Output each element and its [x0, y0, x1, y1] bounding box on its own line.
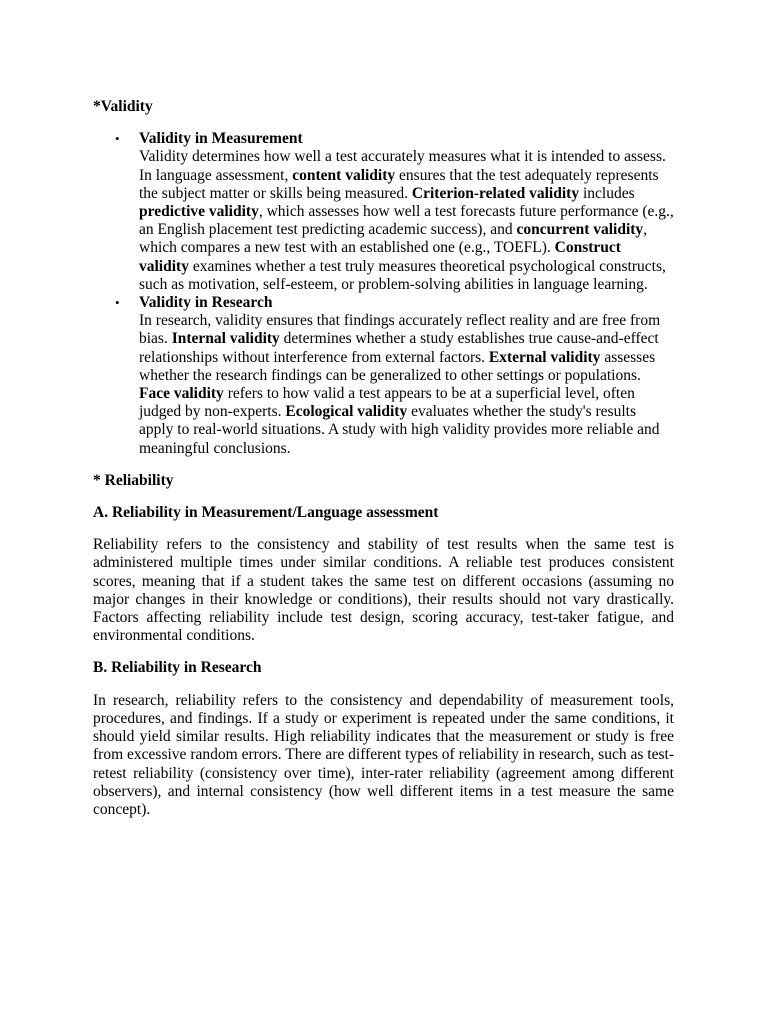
reliability-heading: * Reliability: [93, 471, 174, 489]
bold-term: Construct validity: [139, 239, 621, 275]
validity-heading: *Validity: [93, 98, 153, 115]
bold-term: concurrent validity: [516, 221, 644, 239]
bullet-icon: •: [115, 295, 120, 311]
section-a-paragraph: Reliability refers to the consistency and stability of test results when the same test is administered multiple times under similar conditions. A reliable test produces consistent scores, meaning that if a student takes the same test on different occasions (assuming no major changes in their knowledge or conditions), their results should not vary drastically. Factors affecting reliability include test design, scoring accuracy, test-taker fatigue, and environmental conditions.: [93, 536, 674, 645]
list-item-body: Validity determines how well a test accurately measures what it is intended to assess. In language assessment, content validity ensures that the test adequately represents the subject matter or skills being measured. Criterion-related validity includes predictive validity, which assesses how well a test forecasts future performance (e.g., an English placement test predicting academic success), and concurrent validity, which compares a new test with an established one (e.g., TOEFL). Construct validity examines whether a test truly measures theoretical psychological constructs, such as motivation, self-esteem, or problem-solving abilities in language learning.: [139, 148, 674, 293]
section-b-paragraph: In research, reliability refers to the consistency and dependability of measurement tools, procedures, and findings. If a study or experiment is repeated under the same conditions, it should yield similar results. High reliability indicates that the measurement or study is free from excessive random errors. There are different types of reliability in research, such as test-retest reliability (consistency over time), inter-rater reliability (agreement among different observers), and internal consistency (how well different items in a test measure the same concept).: [93, 691, 674, 818]
section-a-heading: A. Reliability in Measurement/Language assessment: [93, 504, 439, 522]
list-item-body: In research, validity ensures that findings accurately reflect reality and are free from bias. Internal validity determines whether a study establishes true cause-and-effect relationships without interference from external factors. External validity assesses whether the research findings can be generalized to other settings or populations. Face validity refers to how valid a test appears to be at a superficial level, often judged by non-experts. Ecological validity evaluates whether the study's results apply to real-world situations. A study with high validity provides more reliable and meaningful conclusions.: [139, 312, 661, 457]
section-b-heading: B. Reliability in Research: [93, 659, 262, 677]
bullet-icon: •: [115, 131, 120, 147]
bold-term: predictive validity: [139, 203, 259, 221]
document-page: [93, 98, 674, 819]
list-item: [93, 294, 674, 458]
validity-list: [93, 130, 674, 458]
bold-term: Criterion-related validity: [411, 184, 580, 202]
bold-term: Ecological validity: [285, 403, 408, 421]
bold-term: Face validity: [139, 385, 224, 403]
bold-term: External validity: [488, 348, 601, 366]
bold-term: Internal validity: [171, 330, 280, 348]
list-item-title: Validity in Research: [139, 294, 273, 312]
list-item-title: Validity in Measurement: [139, 130, 303, 148]
list-item: [93, 130, 674, 294]
bold-term: content validity: [292, 166, 396, 184]
